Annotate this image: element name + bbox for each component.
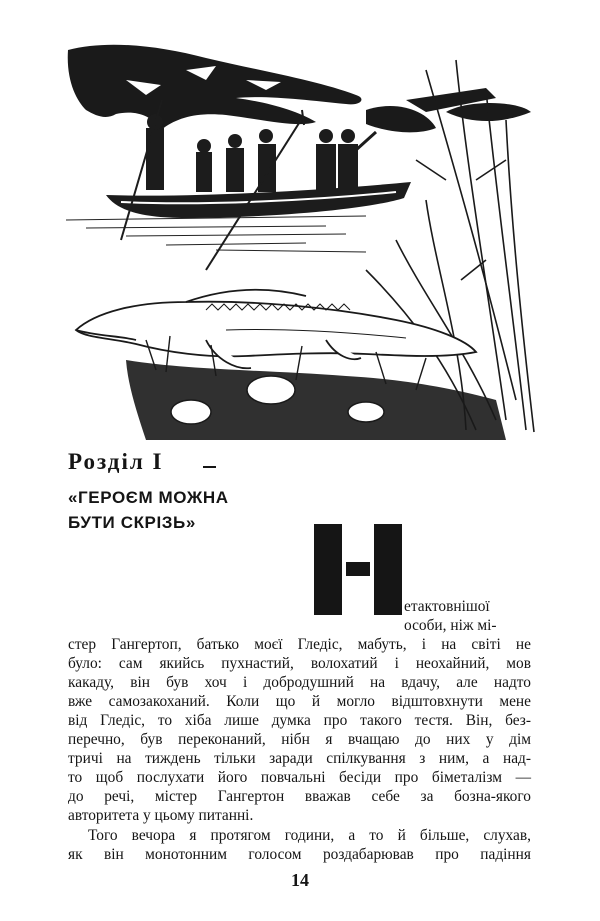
text-line: перечно, був переконаний, нібн я вчащаю до них у дім (68, 731, 531, 748)
grass-ground (126, 360, 506, 440)
text-line: вже самозакоханий. Коли що й могло відштовхнути мене (68, 693, 531, 710)
text-line: какаду, він був хоч і добродушний на вдачу, але надто (68, 674, 531, 691)
text-line: то щоб послухати його повчальні бесіди про біметалізм — (68, 769, 531, 786)
text-line: було: сам якийсь пухнастий, волохатий і неохайний, мов (68, 655, 531, 672)
chapter-dash (203, 466, 216, 468)
drop-cap-gap (346, 576, 370, 615)
drop-cap (314, 524, 402, 615)
text-line: до речі, містер Гангертон вважав себе за бозна-якого (68, 788, 531, 805)
text-line: тричі на тиждень тільки заради спілкування з ним, а над- (68, 750, 531, 767)
drop-cap-letter (314, 524, 315, 525)
crocodile-river-illustration (66, 40, 536, 440)
crocodile (76, 290, 476, 369)
chapter-title-line: БУТИ СКРІЗЬ» (68, 513, 196, 532)
text-line: стер Гангертоп, батько моєї Гледіс, мабуть, і на світі не (68, 636, 531, 653)
text-line: етактовнішої (404, 598, 490, 615)
tree-foliage (68, 45, 531, 133)
chapter-title-line: «ГЕРОЄМ МОЖНА (68, 488, 229, 507)
drop-cap-gap (346, 524, 370, 562)
text-line: Того вечора я протягом години, а то й більше, слухав, (88, 827, 531, 844)
page-number: 14 (291, 870, 309, 890)
text-line: авторитета у цьому питанні. (68, 807, 254, 824)
text-line: від Гледіс, то хіба лише думка про такого тестя. Він, без- (68, 712, 531, 729)
river-lines (66, 216, 366, 252)
drop-cap-gap (370, 524, 374, 615)
chapter-title (68, 485, 288, 535)
boat-passengers (146, 114, 376, 192)
text-line: як він монотонним голосом роздабарював про падіння (68, 846, 531, 863)
chapter-heading: Розділ І (68, 449, 164, 474)
text-line: особи, ніж мі- (404, 617, 497, 634)
